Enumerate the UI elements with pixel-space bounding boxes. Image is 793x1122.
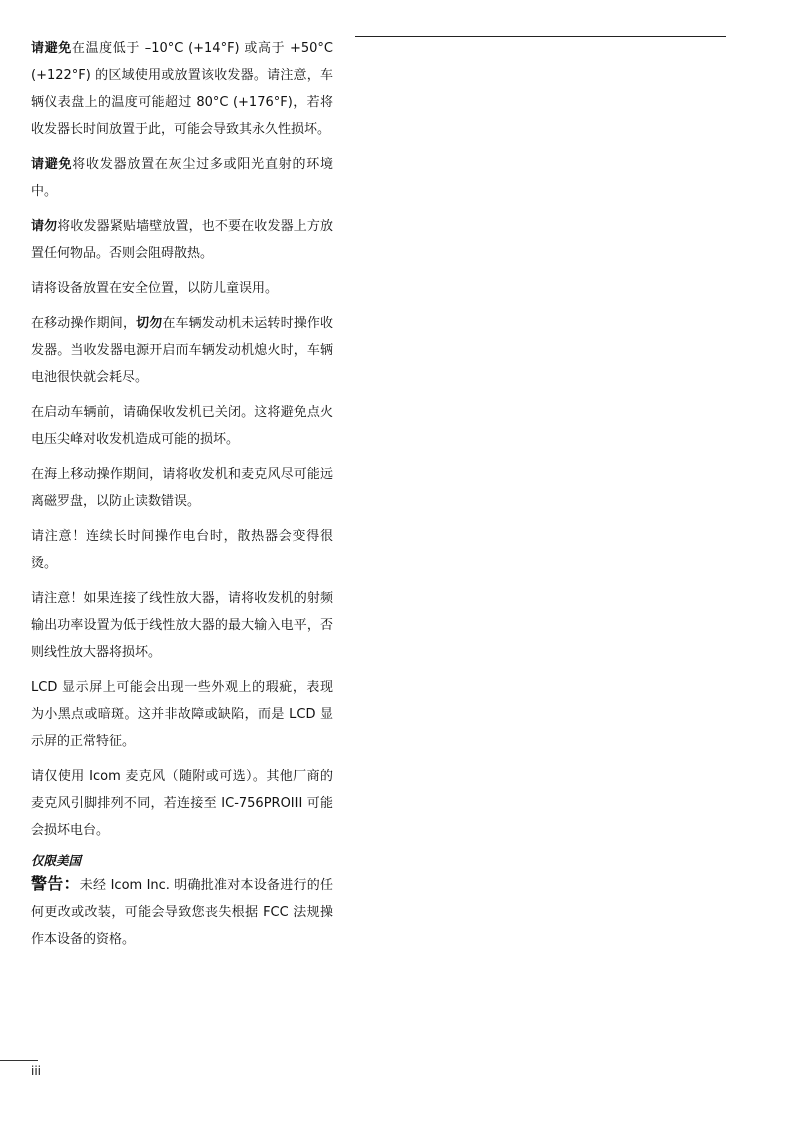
page-number: iii <box>31 1064 42 1078</box>
emphasis: 切勿 <box>136 316 163 331</box>
caution-heatsink: 请注意！连续长时间操作电台时，散热器会变得很烫。 <box>31 529 333 571</box>
emphasis: 请避免 <box>31 157 73 172</box>
emphasis: 请避免 <box>31 41 72 56</box>
caution-ignition: 在启动车辆前，请确保收发机已关闭。这将避免点火电压尖峰对收发机造成可能的损坏。 <box>31 405 333 447</box>
caution-microphone: 请仅使用 Icom 麦克风（随附或可选）。其他厂商的麦克风引脚排列不同，若连接至 IC-756PROIII 可能会损坏电台。 <box>31 769 333 838</box>
body-column <box>31 35 333 953</box>
caution-mobile-battery: 在移动操作期间，切勿在车辆发动机未运转时操作收发器。当收发器电源开启而车辆发动机熄火时，车辆电池很快就会耗尽。 <box>31 316 333 385</box>
caution-temperature: 请避免在温度低于 –10°C (+14°F) 或高于 +50°C (+122°F) 的区域使用或放置该收发器。请注意，车辆仪表盘上的温度可能超过 80°C (+176°F)，若将收发器长时间放置于此，可能会导致其永久性损坏。 <box>31 41 333 137</box>
us-only-heading: 仅限美国 <box>31 853 82 868</box>
header-rule <box>355 36 726 37</box>
note-lcd: LCD 显示屏上可能会出现一些外观上的瑕疵，表现为小黑点或暗斑。这并非故障或缺陷，而是 LCD 显示屏的正常特征。 <box>31 680 333 749</box>
footer-rule <box>0 1060 38 1061</box>
caution-ventilation: 请勿将收发器紧贴墙壁放置，也不要在收发器上方放置任何物品。否则会阻碍散热。 <box>31 219 333 261</box>
caution-children: 请将设备放置在安全位置，以防儿童误用。 <box>31 281 279 296</box>
warning-label: 警告： <box>31 874 80 893</box>
caution-linear-amp: 请注意！如果连接了线性放大器，请将收发机的射频输出功率设置为低于线性放大器的最大输入电平，否则线性放大器将损坏。 <box>31 591 333 660</box>
emphasis: 请勿 <box>31 219 58 234</box>
caution-compass: 在海上移动操作期间，请将收发机和麦克风尽可能远离磁罗盘，以防止读数错误。 <box>31 467 333 509</box>
fcc-warning: 警告：未经 Icom Inc. 明确批准对本设备进行的任何更改或改装，可能会导致您丧失根据 FCC 法规操作本设备的资格。 <box>31 874 333 947</box>
caution-dust-sunlight: 请避免将收发器放置在灰尘过多或阳光直射的环境中。 <box>31 157 333 199</box>
